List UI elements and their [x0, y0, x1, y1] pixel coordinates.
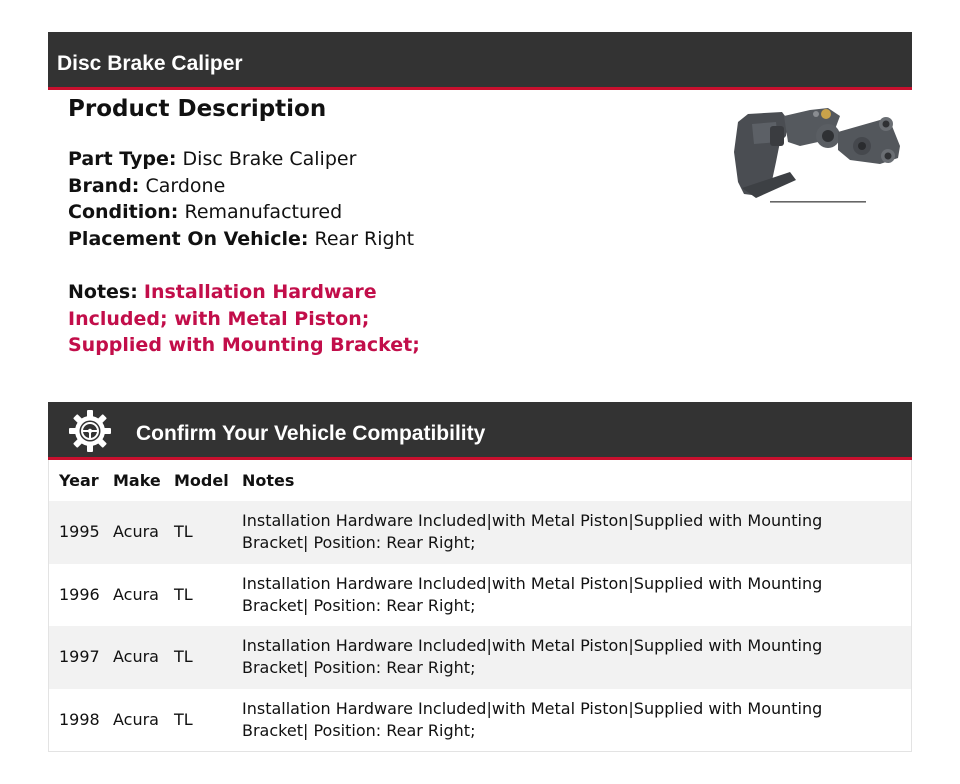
table-row — [49, 626, 911, 689]
spec-placement: Placement On Vehicle: Rear Right — [68, 227, 415, 250]
product-description — [68, 96, 688, 359]
spec-part-type: Part Type: Disc Brake Caliper — [68, 148, 357, 170]
table-row — [49, 689, 911, 752]
table-row — [49, 564, 911, 627]
table-row — [49, 501, 911, 564]
cell-model: TL — [174, 584, 193, 604]
compatibility-title: Confirm Your Vehicle Compatibility — [136, 422, 486, 445]
cell-notes: Installation Hardware Included|with Metal Piston|Supplied with Mounting Bracket| Position: Rear Right; — [232, 501, 911, 564]
cell-make: Acura — [113, 709, 159, 729]
col-notes: Notes — [242, 471, 295, 490]
compatibility-table — [48, 460, 912, 752]
product-header — [48, 32, 912, 90]
product-title: Disc Brake Caliper — [57, 52, 243, 75]
cell-year: 1998 — [59, 709, 100, 729]
cell-make: Acura — [113, 584, 159, 604]
cell-notes: Installation Hardware Included|with Metal Piston|Supplied with Mounting Bracket| Position: Rear Right; — [232, 626, 911, 689]
cell-year: 1996 — [59, 584, 100, 604]
description-heading: Product Description — [68, 96, 327, 122]
cell-notes: Installation Hardware Included|with Metal Piston|Supplied with Mounting Bracket| Position: Rear Right; — [242, 573, 823, 615]
product-notes — [68, 279, 458, 359]
notes-label: Notes: — [68, 281, 138, 303]
col-year: Year — [59, 471, 99, 490]
cell-model: TL — [174, 709, 193, 729]
spec-list — [68, 146, 688, 252]
cell-model: TL — [164, 626, 232, 689]
compatibility-header — [48, 402, 912, 460]
spec-brand: Brand: Cardone — [68, 174, 226, 197]
cell-year: 1997 — [49, 626, 103, 689]
notes-value: Installation Hardware Included; with Metal Piston; Supplied with Mounting Bracket; — [68, 281, 420, 356]
cell-notes: Installation Hardware Included|with Metal Piston|Supplied with Mounting Bracket| Position: Rear Right; — [242, 698, 823, 740]
caliper-photo — [730, 102, 906, 206]
spec-condition: Condition: Remanufactured — [68, 201, 343, 223]
gear-steering-wheel-icon — [68, 409, 112, 453]
table-header-row — [49, 460, 911, 501]
cell-model: TL — [164, 501, 232, 564]
cell-make: Acura — [103, 626, 164, 689]
cell-make: Acura — [103, 501, 164, 564]
cell-year: 1995 — [49, 501, 103, 564]
col-make: Make — [113, 471, 161, 490]
col-model: Model — [174, 471, 229, 490]
